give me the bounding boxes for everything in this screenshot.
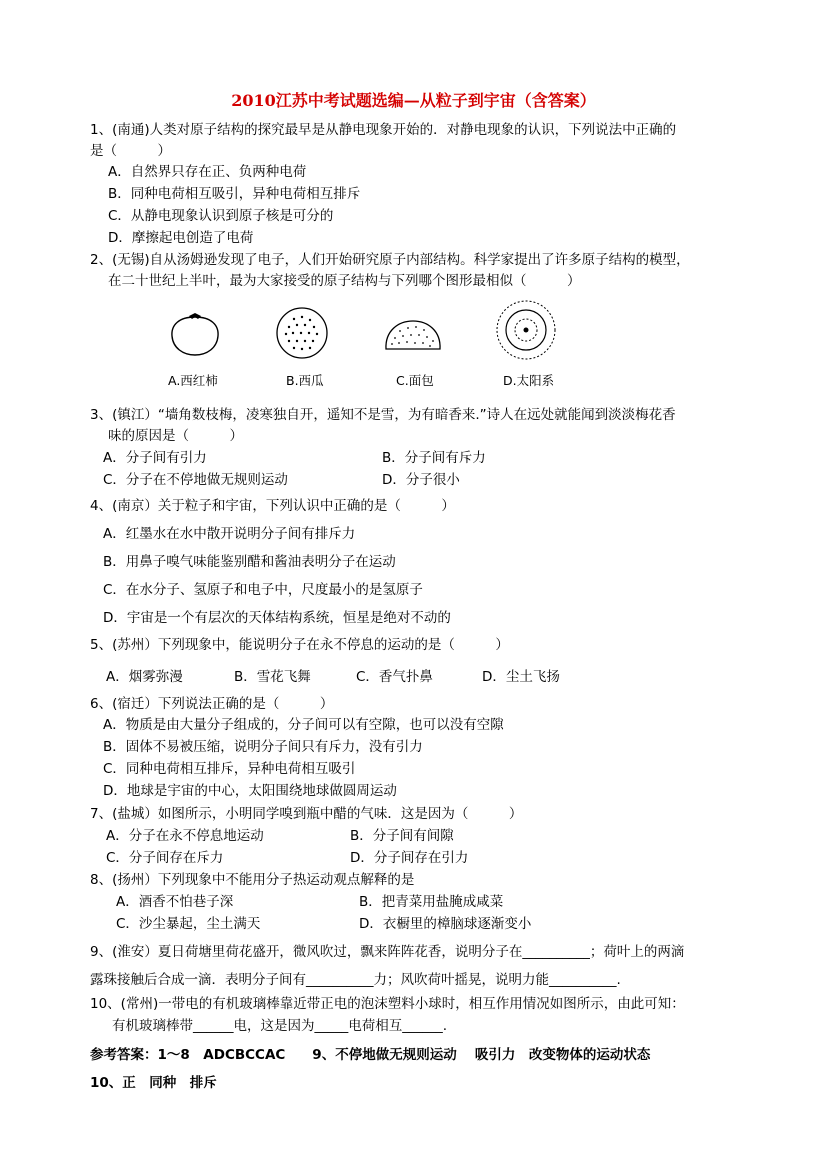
q1-option-c: C．从静电现象认识到原子核是可分的 xyxy=(108,208,334,224)
q2-stem-line1: 2、(无锡)自从汤姆逊发现了电子，人们开始研究原子内部结构。科学家提出了许多原子结构的模型， xyxy=(90,252,690,268)
q6-option-c: C．同种电荷相互排斥，异种电荷相互吸引 xyxy=(103,761,356,777)
q7-option-d: D．分子间存在引力 xyxy=(350,850,469,866)
q5-stem: 5、(苏州）下列现象中，能说明分子在永不停息的运动的是（ ） xyxy=(90,637,509,653)
q3-option-b: B．分子间有斥力 xyxy=(382,450,486,466)
q8-option-a: A．酒香不怕巷子深 xyxy=(116,894,234,910)
solar-system-figure xyxy=(493,297,559,363)
q7-option-b: B．分子间有间隙 xyxy=(350,828,454,844)
caption-d: D.太阳系 xyxy=(503,373,555,388)
caption-a: A.西红柿 xyxy=(168,373,218,388)
bread-figure xyxy=(382,303,444,363)
q1-option-b: B．同种电荷相互吸引，异种电荷相互排斥 xyxy=(108,186,361,202)
q4-option-c: C．在水分子、氢原子和电子中，尺度最小的是氢原子 xyxy=(103,582,423,598)
q2-stem-line2: 在二十世纪上半叶，最为大家接受的原子结构与下列哪个图形最相似（ ） xyxy=(108,273,581,289)
q10-line2: 有机玻璃棒带______电，这是因为_____电荷相互______. xyxy=(112,1018,448,1034)
watermelon-figure xyxy=(272,303,332,363)
q4-option-d: D．宇宙是一个有层次的天体结构系统，恒星是绝对不动的 xyxy=(103,610,451,626)
caption-c: C.面包 xyxy=(396,373,434,388)
tomato-figure xyxy=(165,303,225,363)
q1-option-d: D．摩擦起电创造了电荷 xyxy=(108,230,254,246)
atom-model-figures xyxy=(160,303,560,393)
q4-option-b: B．用鼻子嗅气味能鉴别醋和酱油表明分子在运动 xyxy=(103,554,396,570)
q4-stem: 4、(南京）关于粒子和宇宙，下列认识中正确的是（ ） xyxy=(90,498,455,514)
q4-option-a: A．红墨水在水中散开说明分子间有排斥力 xyxy=(103,526,356,542)
q5-option-c: C．香气扑鼻 xyxy=(356,669,433,685)
q3-stem-line1: 3、(镇江）“墙角数枝梅，凌寒独自开，遥知不是雪，为有暗香来.”诗人在远处就能闻到淡淡梅花香 xyxy=(90,407,676,423)
q10-line1: 10、(常州)一带电的有机玻璃棒靠近带正电的泡沫塑料小球时，相互作用情况如图所示，由此可知： xyxy=(90,996,685,1012)
q3-option-d: D．分子很小 xyxy=(382,472,460,488)
q8-stem: 8、(扬州）下列现象中不能用分子热运动观点解释的是 xyxy=(90,872,415,888)
q6-stem: 6、(宿迁）下列说法正确的是（ ） xyxy=(90,696,334,712)
page-title: 2010江苏中考试题选编—从粒子到宇宙（含答案） xyxy=(231,91,596,110)
q8-option-d: D．衣橱里的樟脑球逐渐变小 xyxy=(359,916,532,932)
q8-option-c: C．沙尘暴起，尘土满天 xyxy=(116,916,261,932)
q3-option-c: C．分子在不停地做无规则运动 xyxy=(103,472,288,488)
q8-option-b: B．把青菜用盐腌成咸菜 xyxy=(359,894,504,910)
q9-line1: 9、(淮安）夏日荷塘里荷花盛开，微风吹过，飘来阵阵花香，说明分子在__________；荷叶上的两滴 xyxy=(90,944,685,960)
q5-option-d: D．尘土飞扬 xyxy=(482,669,560,685)
q5-option-a: A．烟雾弥漫 xyxy=(106,669,183,685)
q6-option-d: D．地球是宇宙的中心，太阳围绕地球做圆周运动 xyxy=(103,783,397,799)
q1-option-a: A．自然界只存在正、负两种电荷 xyxy=(108,164,307,180)
answer-key-line1: 参考答案：1～8 ADCBCCAC 9、不停地做无规则运动 吸引力 改变物体的运动状态 xyxy=(90,1047,651,1063)
answer-key-line2: 10、正 同种 排斥 xyxy=(90,1075,217,1091)
q3-stem-line2: 味的原因是（ ） xyxy=(108,428,243,444)
caption-b: B.西瓜 xyxy=(286,373,324,388)
q1-stem-line1: 1、(南通)人类对原子结构的探究最早是从静电现象开始的．对静电现象的认识，下列说法中正确的 xyxy=(90,122,677,138)
q5-option-b: B．雪花飞舞 xyxy=(234,669,311,685)
q6-option-a: A．物质是由大量分子组成的，分子间可以有空隙，也可以没有空隙 xyxy=(103,717,504,733)
q7-option-a: A．分子在永不停息地运动 xyxy=(106,828,264,844)
q3-option-a: A．分子间有引力 xyxy=(103,450,207,466)
q1-stem-line2: 是（ ） xyxy=(90,143,171,159)
q9-line2: 露珠接触后合成一滴．表明分子间有__________力；风吹荷叶摇晃，说明力能__________. xyxy=(90,972,621,988)
q7-stem: 7、(盐城）如图所示，小明同学嗅到瓶中醋的气味．这是因为（ ） xyxy=(90,806,523,822)
q6-option-b: B．固体不易被压缩，说明分子间只有斥力，没有引力 xyxy=(103,739,423,755)
q7-option-c: C．分子间存在斥力 xyxy=(106,850,224,866)
